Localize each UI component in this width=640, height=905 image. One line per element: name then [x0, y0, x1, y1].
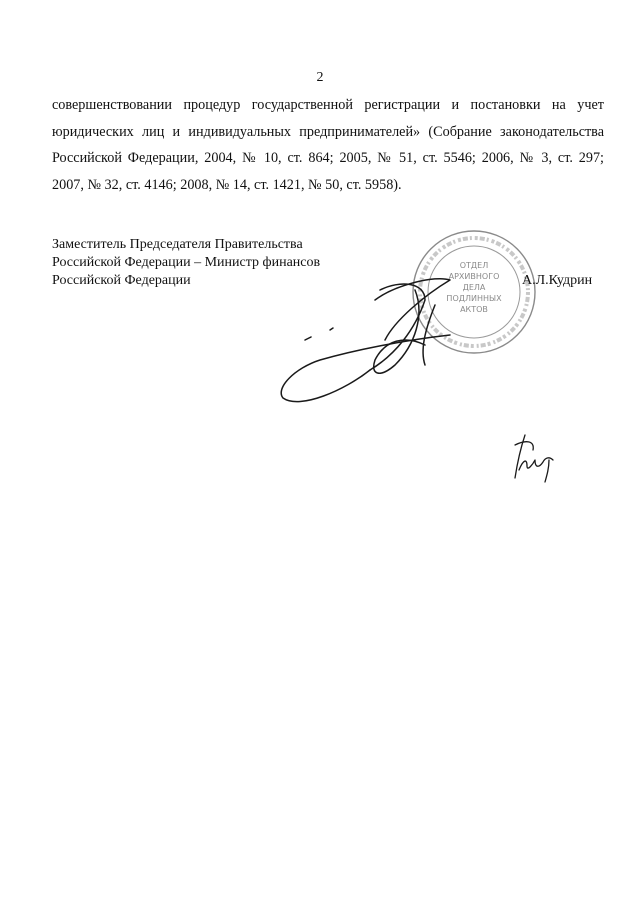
stamp-text-line: ДЕЛА: [462, 283, 486, 292]
stamp-text-line: АРХИВНОГО: [448, 272, 500, 281]
body-paragraph: [52, 92, 604, 198]
signatory-title-line: Заместитель Председателя Правительства: [52, 237, 303, 252]
signatory-title-line: Российской Федерации – Министр финансов: [52, 255, 321, 270]
signatory-title-line: Российской Федерации: [52, 273, 191, 288]
stamp-text-line: ПОДЛИННЫХ: [446, 294, 502, 303]
handwritten-signature: [275, 260, 495, 410]
signer-name: А.Л.Кудрин: [522, 273, 593, 288]
stamp-text-line: ОТДЕЛ: [459, 261, 489, 270]
handwritten-initials: [505, 430, 565, 490]
body-line: юридических лиц и индивидуальных предпринимателей» (Собрание законодательства: [52, 123, 604, 140]
body-line: 2007, № 32, ст. 4146; 2008, № 14, ст. 1421, № 50, ст. 5958).: [52, 176, 402, 193]
body-line: совершенствовании процедур государственной регистрации и постановки на учет: [52, 97, 604, 113]
stamp-text-line: АКТОВ: [460, 305, 488, 314]
page-number: 2: [316, 70, 324, 85]
body-line: Российской Федерации, 2004, № 10, ст. 864; 2005, № 51, ст. 5546; 2006, № 3, ст. 297;: [52, 150, 604, 166]
